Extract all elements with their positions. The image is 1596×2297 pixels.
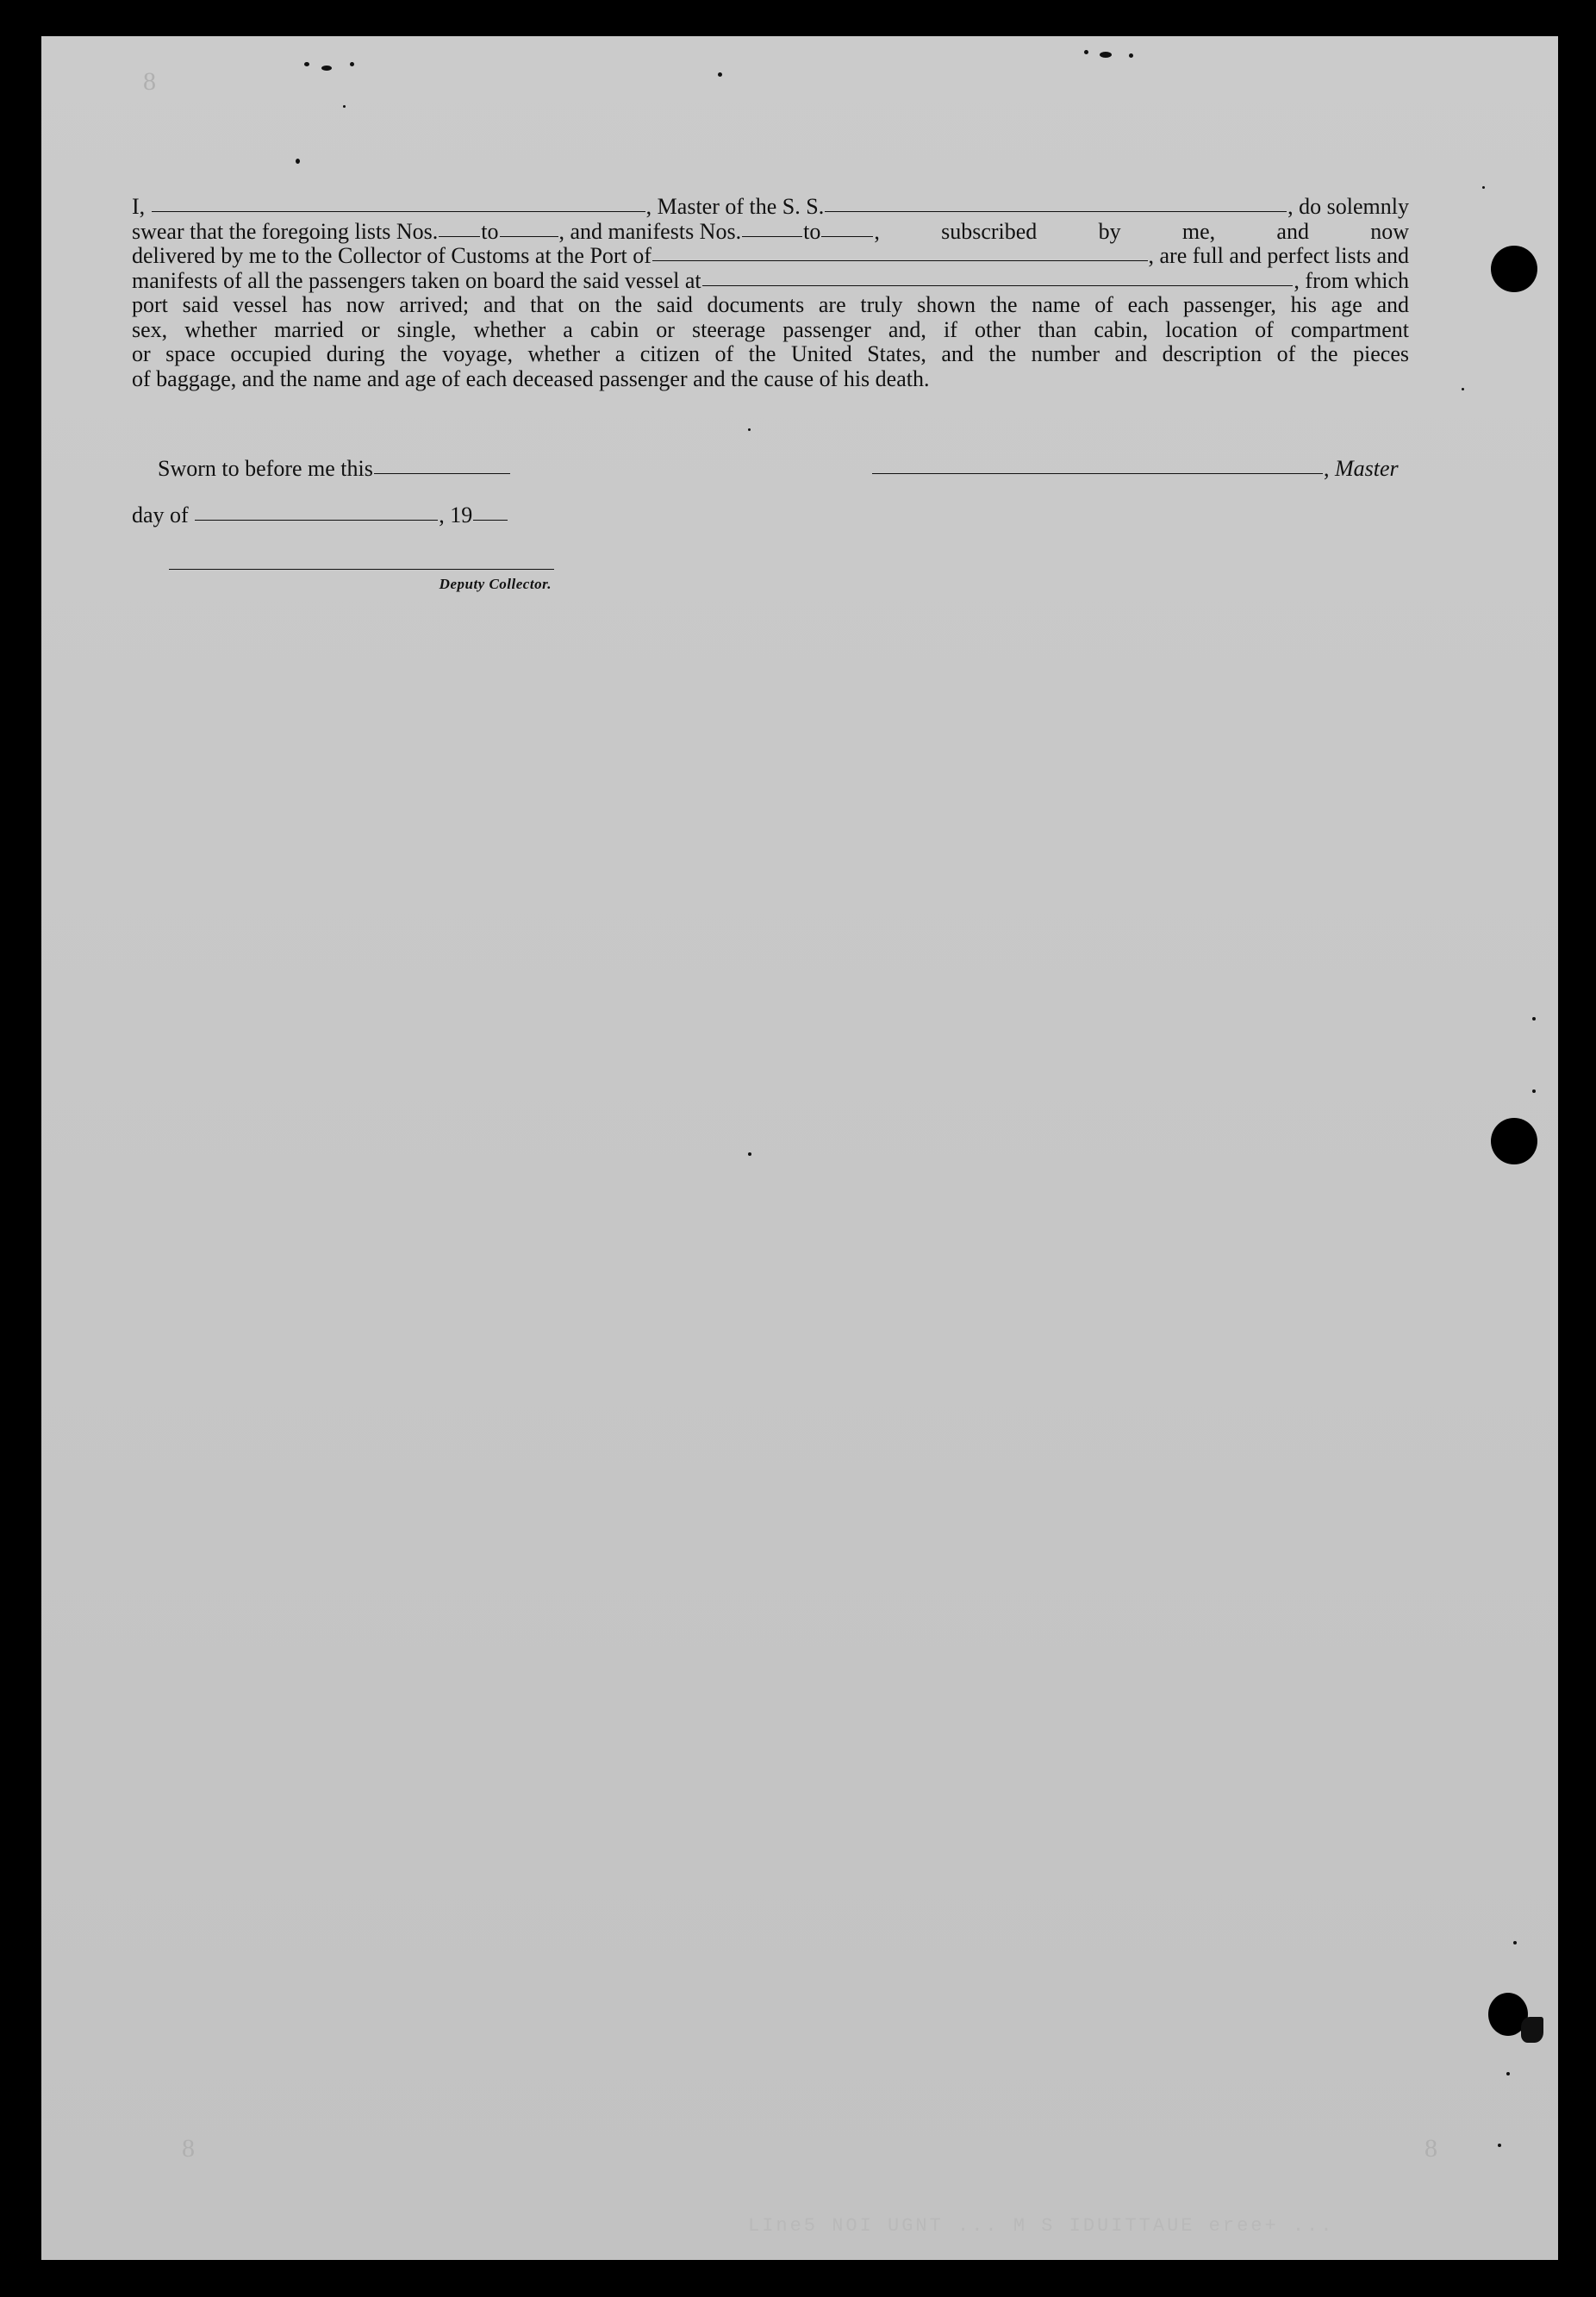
- faint-page-mark: 8: [143, 67, 156, 96]
- ink-speck: [1482, 186, 1485, 189]
- port-blank[interactable]: [652, 260, 1148, 261]
- manifest-to-blank[interactable]: [821, 236, 873, 237]
- ink-speck: [304, 62, 309, 66]
- faint-page-mark: 8: [1425, 2134, 1437, 2163]
- ink-speck: [1532, 1017, 1536, 1021]
- master-name-blank[interactable]: [152, 211, 645, 212]
- day-of-label: day of: [132, 502, 195, 527]
- sworn-label: Sworn to before me this: [158, 456, 373, 481]
- list-from-blank[interactable]: [439, 236, 480, 237]
- master-signature-blank[interactable]: [872, 473, 1323, 474]
- master-label: Master: [1329, 456, 1399, 481]
- ink-speck: [718, 72, 722, 77]
- deputy-signature-blank[interactable]: [169, 569, 554, 570]
- bleed-through-text: LIne5 NOI UGNT ... M S IDUITTAUE eree+ ...: [748, 2215, 1335, 2237]
- punch-hole: [1491, 1118, 1537, 1164]
- oath-text: I,: [132, 194, 151, 219]
- oath-text: manifests of all the passengers taken on board the said vessel at: [132, 267, 701, 293]
- oath-line-5: port said vessel has now arrived; and that on the said documents are truly shown the name of each passenger, his age and: [132, 292, 1409, 317]
- document-page: [41, 36, 1558, 2260]
- oath-line-8: of baggage, and the name and age of each deceased passenger and the cause of his death.: [132, 365, 930, 391]
- ink-speck: [1462, 388, 1464, 390]
- master-comma: ,: [1324, 456, 1330, 481]
- ink-speck: [1084, 50, 1088, 54]
- oath-text: , do solemnly: [1287, 194, 1409, 219]
- ink-speck: [350, 62, 354, 66]
- year-prefix: , 19: [439, 502, 473, 527]
- ink-speck: [1498, 2144, 1501, 2147]
- punch-hole: [1491, 246, 1537, 292]
- faint-page-mark: 8: [182, 2134, 195, 2163]
- oath-text: to: [803, 218, 821, 244]
- oath-line-1: [132, 195, 1409, 220]
- master-signature-line: [871, 456, 1399, 482]
- vessel-name-blank[interactable]: [825, 211, 1287, 212]
- oath-text: delivered by me to the Collector of Customs at the Port of: [132, 243, 651, 268]
- ink-speck: [343, 105, 346, 108]
- list-to-blank[interactable]: [500, 236, 558, 237]
- ink-speck: [1506, 2072, 1510, 2075]
- ink-speck: [748, 428, 751, 431]
- year-blank[interactable]: [473, 520, 508, 521]
- torn-edge: [1521, 2017, 1543, 2043]
- oath-text: , Master of the S. S.: [645, 194, 825, 219]
- oath-line-6: sex, whether married or single, whether a cabin or steerage passenger and, if other than cabin, location of compartment: [132, 316, 1409, 342]
- oath-text: swear that the foregoing lists Nos.: [132, 218, 439, 244]
- ink-speck: [748, 1152, 751, 1156]
- sworn-day-blank[interactable]: [374, 473, 510, 474]
- manifest-from-blank[interactable]: [742, 236, 802, 237]
- oath-line-2: [132, 220, 1409, 245]
- oath-text: to: [481, 218, 499, 244]
- ink-speck: [1100, 52, 1112, 58]
- oath-text: , subscribed by me, and now: [874, 218, 1409, 244]
- ink-speck: [1532, 1089, 1536, 1093]
- deputy-collector-label: Deputy Collector.: [439, 576, 552, 592]
- month-blank[interactable]: [195, 520, 438, 521]
- boarding-port-blank[interactable]: [702, 285, 1294, 286]
- oath-line-7: or space occupied during the voyage, whether a citizen of the United States, and the number and description of the pieces: [132, 341, 1409, 366]
- ink-speck: [1129, 53, 1133, 58]
- oath-line-3: [132, 244, 1409, 269]
- sworn-line: [158, 456, 511, 482]
- ink-speck: [321, 66, 332, 71]
- oath-line-4: [132, 269, 1409, 294]
- ink-speck: [1513, 1941, 1517, 1944]
- oath-text: , are full and perfect lists and: [1148, 243, 1409, 268]
- oath-text: , from which: [1294, 267, 1409, 293]
- oath-text: , and manifests Nos.: [558, 218, 742, 244]
- oath-paragraph: [132, 195, 1409, 391]
- day-of-line: [132, 502, 508, 528]
- ink-speck: [296, 159, 300, 164]
